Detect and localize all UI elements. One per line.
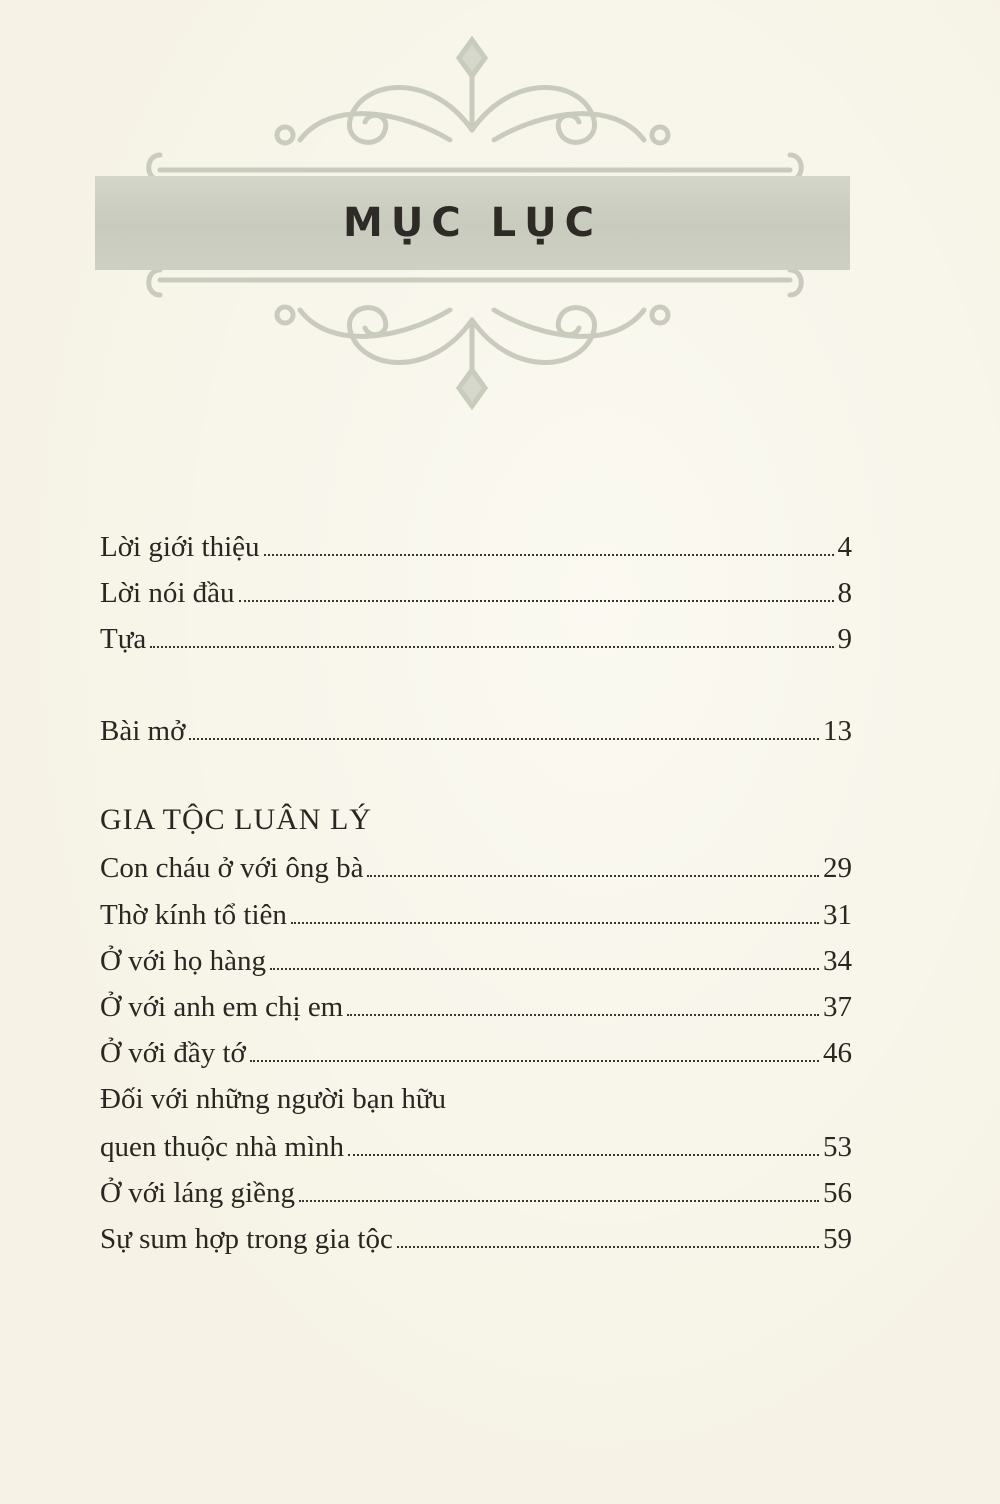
toc-entry-label: Con cháu ở với ông bà (100, 852, 364, 884)
dot-leader (150, 646, 833, 648)
toc-entry[interactable] (100, 1127, 852, 1167)
toc-entry-label: Bài mở (100, 715, 186, 747)
toc-entry-label-line1[interactable]: Đối với những người bạn hữu (100, 1083, 447, 1115)
toc-entry-page: 34 (823, 945, 852, 977)
dot-leader (347, 1014, 819, 1016)
toc-entry[interactable] (100, 1033, 852, 1073)
section-heading: GIA TỘC LUÂN LÝ (100, 803, 372, 836)
toc-entry[interactable] (100, 987, 852, 1027)
toc-entry[interactable] (100, 941, 852, 981)
toc-entry[interactable] (100, 1219, 852, 1259)
toc-entry-page: 8 (837, 577, 852, 609)
toc-entry-page: 31 (823, 899, 852, 931)
dot-leader (397, 1246, 819, 1248)
toc-entry-page: 46 (823, 1037, 852, 1069)
dot-leader (367, 875, 819, 877)
dot-leader (264, 554, 834, 556)
toc-entry-label: Sự sum hợp trong gia tộc (100, 1223, 393, 1255)
toc-entry-label-line2: quen thuộc nhà mình (100, 1131, 345, 1163)
toc-entry-label: Ở với đầy tớ (100, 1037, 246, 1069)
toc-entry-label: Lời giới thiệu (100, 531, 260, 563)
toc-entry-page: 53 (823, 1131, 852, 1163)
toc-entry-page: 4 (837, 531, 852, 563)
dot-leader (250, 1060, 819, 1062)
toc-entry-label: Tựa (100, 623, 147, 655)
toc-entry-label: Lời nói đầu (100, 577, 235, 609)
toc-entry-page: 37 (823, 991, 852, 1023)
dot-leader (299, 1200, 819, 1202)
toc-entry-page: 56 (823, 1177, 852, 1209)
toc-entry-label: Ở với láng giềng (100, 1177, 295, 1209)
page-title: MỤC LỤC (343, 200, 602, 246)
toc-entry[interactable] (100, 1173, 852, 1213)
toc-entry-page: 13 (823, 715, 852, 747)
toc-entry-label: Ở với họ hàng (100, 945, 266, 977)
dot-leader (291, 922, 819, 924)
dot-leader (239, 600, 834, 602)
toc-entry[interactable] (100, 711, 852, 751)
toc-entry-page: 9 (837, 623, 852, 655)
dot-leader (348, 1154, 819, 1156)
toc-entry[interactable] (100, 848, 852, 888)
toc-entry-page: 59 (823, 1223, 852, 1255)
toc-entry[interactable] (100, 895, 852, 935)
toc-entry-label: Thờ kính tổ tiên (100, 899, 287, 931)
toc-entry[interactable] (100, 619, 852, 659)
toc-entry[interactable] (100, 527, 852, 567)
toc-entry-page: 29 (823, 852, 852, 884)
dot-leader (270, 968, 819, 970)
dot-leader (189, 738, 819, 740)
toc-entry-label: Ở với anh em chị em (100, 991, 344, 1023)
toc-entry[interactable] (100, 573, 852, 613)
